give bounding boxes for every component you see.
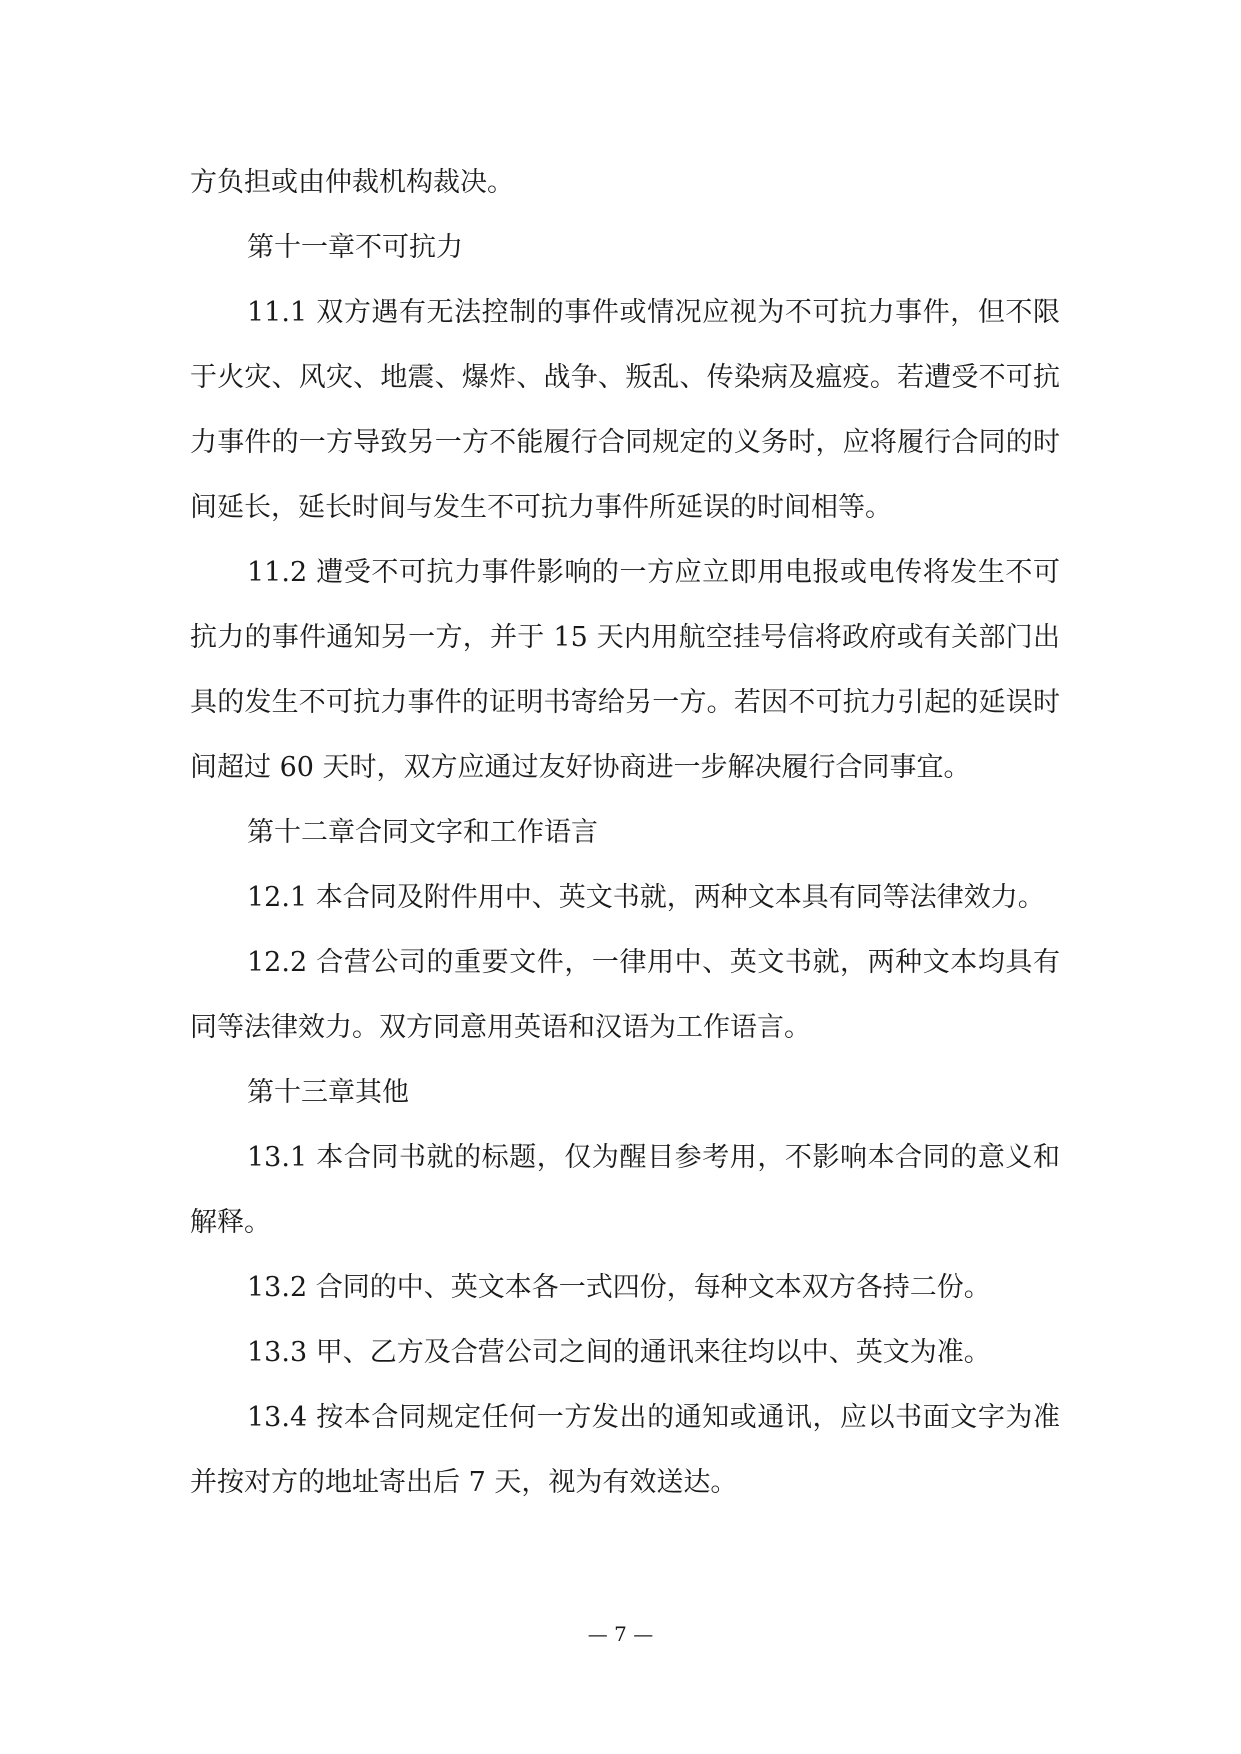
- document-body: [190, 150, 1060, 1515]
- clause-11-1: 11.1 双方遇有无法控制的事件或情况应视为不可抗力事件，但不限于火灾、风灾、地震、爆炸、战争、叛乱、传染病及瘟疫。若遭受不可抗力事件的一方导致另一方不能履行合同规定的义务时，应将履行合同的时间延长，延长时间与发生不可抗力事件所延误的时间相等。: [190, 297, 1060, 523]
- clause-12-1: 12.1 本合同及附件用中、英文书就，两种文本具有同等法律效力。: [247, 882, 1045, 913]
- chapter-heading-11: 第十一章不可抗力: [247, 232, 463, 263]
- clause-13-3: 13.3 甲、乙方及合营公司之间的通讯来往均以中、英文为准。: [247, 1337, 991, 1368]
- chapter-heading-12: 第十二章合同文字和工作语言: [247, 817, 598, 848]
- clause-11-2: 11.2 遭受不可抗力事件影响的一方应立即用电报或电传将发生不可抗力的事件通知另一方，并于 15 天内用航空挂号信将政府或有关部门出具的发生不可抗力事件的证明书寄给另一方。若因不可抗力引起的延误时间超过 60 天时，双方应通过友好协商进一步解决履行合同事宜。: [190, 557, 1060, 783]
- clause-13-4: 13.4 按本合同规定任何一方发出的通知或通讯，应以书面文字为准并按对方的地址寄出后 7 天，视为有效送达。: [190, 1402, 1060, 1498]
- clause-12-2: 12.2 合营公司的重要文件，一律用中、英文书就，两种文本均具有同等法律效力。双方同意用英语和汉语为工作语言。: [190, 947, 1060, 1043]
- paragraph-continuation: 方负担或由仲裁机构裁决。: [190, 167, 514, 198]
- chapter-heading-13: 第十三章其他: [247, 1077, 409, 1108]
- clause-13-2: 13.2 合同的中、英文本各一式四份，每种文本双方各持二份。: [247, 1272, 991, 1303]
- page-number: — 7 —: [587, 1622, 654, 1646]
- clause-13-1: 13.1 本合同书就的标题，仅为醒目参考用，不影响本合同的意义和解释。: [190, 1142, 1060, 1238]
